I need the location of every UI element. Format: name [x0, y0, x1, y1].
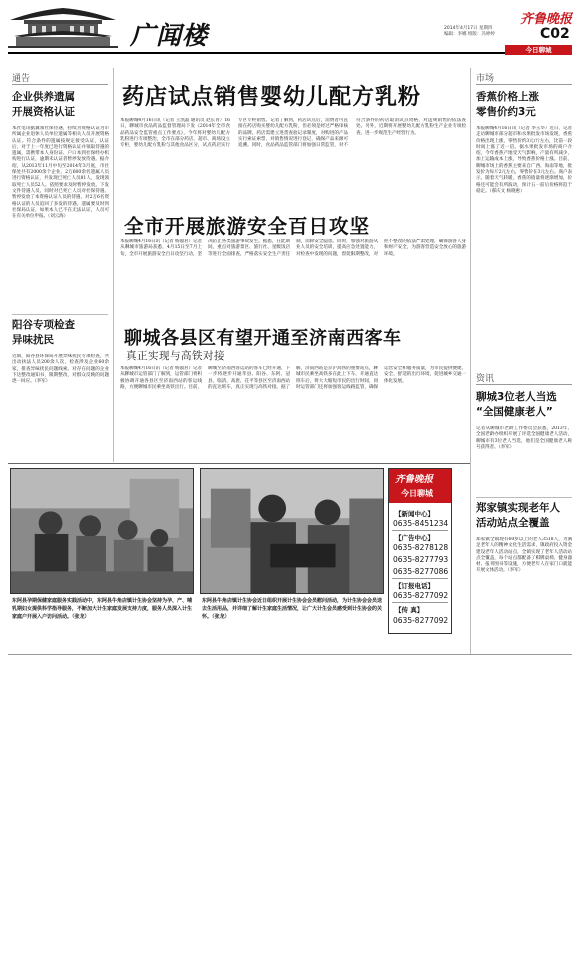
article-body: 记者从聊城市老龄工作委员会获悉，2013年，全国老龄办组织开展了评选全国健康老人活动，聊城市有3位老人当选，他们是全国健康老人称号获得者。（李军） — [476, 426, 572, 450]
contact-brand: 齐鲁晚报 — [395, 474, 434, 485]
masthead-date — [444, 26, 495, 38]
divider — [12, 314, 108, 315]
divider — [476, 84, 572, 85]
headline-bus-route: 聊城各县区有望开通至济南西客车 — [124, 328, 402, 349]
contact-label: 【传 真】 — [395, 606, 424, 614]
contact-number: 0635-8278128 — [393, 543, 449, 552]
contact-box-header — [389, 469, 451, 503]
divider — [392, 602, 448, 603]
contact-label: 【订报电话】 — [395, 582, 434, 590]
contact-label: 【新闻中心】 — [395, 510, 434, 518]
headline-pension-l2: 开展资格认证 — [12, 106, 75, 118]
headline-banana-l2: 零售价约3元 — [476, 106, 536, 118]
page-bottom-rule — [8, 654, 572, 655]
photo-family-visit — [10, 468, 194, 594]
article-body: 近期，阳谷县环保局开展异味扰民专项检查，共出动执法人员200余人次，检查涉及企业60余家，排查异味扰民问题线索。对存在问题的企业下达整改通知书，限期整改，对群众反映的问题逐一回应。（李军） — [12, 354, 109, 385]
subheadline-bus-route: 真正实现与高铁对接 — [126, 350, 225, 362]
section-label-market: 市场 — [476, 74, 495, 84]
contact-number: 0635-8277086 — [393, 567, 449, 576]
headline-odor-l1: 阳谷专项检查 — [12, 319, 75, 331]
article-body: 本报聊城4月16日讯（记者 杨淑君）记者从聊城市运管部门了解到，运管部门将积极协调开通各县区至济南西站的客运线路，方便聊城市民乘坐高铁出行。目前，聊城至济南西客运站的客车已经开通，下一步将逐步开通莘县、阳谷、东阿、冠县、临清、高唐、茌平等县区至济南西站的直达班车，真正实现与高铁对接。据了解，济南西站是京沪高铁的重要站点，聊城市民乘坐高铁多在此上下车，开通直达班车后，将大大缩短市民的出行时间，同时运管部门还将加强客运线路监管，确保运营安全和服务质量，为市民提供便捷、安全、舒适的出行环境，促进城乡交通一体化发展。 — [120, 366, 466, 390]
headline-odor-l2: 异味扰民 — [12, 334, 54, 346]
divider — [8, 463, 470, 464]
contact-box — [388, 468, 452, 634]
newspaper-logo: 齐鲁晚报 — [520, 12, 573, 27]
headline-formula-milk: 药店试点销售婴幼儿配方乳粉 — [122, 85, 422, 110]
date-line: 2014年4月17日 星期四 — [444, 26, 493, 31]
headline-banana-l1: 香蕉价格上涨 — [476, 91, 539, 103]
column-rule — [113, 68, 114, 462]
headline-tourism-safety: 全市开展旅游安全百日攻坚 — [124, 215, 371, 238]
divider — [12, 84, 108, 85]
photo-caption: 东阿县孕期保健家庭服务实践活动中，东阿县牛角店镇计生协会坚持为孕、产、哺乳期妇女提供科学指导服务，不断加大计生家庭发展支持力度，服务人员深入计生家庭户开展入户访问活动。（张龙） — [12, 598, 193, 620]
contact-number: 0635-8277092 — [393, 591, 449, 600]
contact-label: 【广告中心】 — [395, 534, 434, 542]
divider — [392, 578, 448, 579]
divider — [476, 497, 572, 498]
masthead — [0, 0, 580, 54]
headline-healthy-elder-l2: “全国健康老人” — [476, 406, 553, 418]
headline-healthy-elder-l1: 聊城3位老人当选 — [476, 391, 557, 403]
article-body: 郑家镇全镇现有60岁以上的老人3518人，为满足老年人的精神文化生活需求，镇政府投入资金建设老年人活动站点，全镇实现了老年人活动站点全覆盖，每个站点都配备了棋牌桌椅、健身器材、报刊图书等设施，方便老年人在家门口就能开展文体活动。（李军） — [476, 537, 572, 574]
article-body: 本报聊城4月16日讯（记者 杨淑君）记者从聊城市旅游局获悉，4月15日至7月上旬，全市开展旅游安全百日攻坚行动，坚决防止各类旅游事故发生。据悉，在此期间，重点对旅游景区、旅行社、星级饭店等进行全面排查，严格落实安全生产责任制，消除安全隐患。同时，加强对旅游从业人员的安全培训，提高应急处置能力，对检查中发现的问题，督促限期整改，对拒不整改的依法严肃处理，确保游客人身和财产安全，为游客营造安全放心的旅游环境。 — [120, 239, 466, 257]
article-body: 本社电讯据冀领社保待遇，持续为资格认证为市所属企业退休人员单位遗属等相关人员开展资格认证。符合条件的遗属按规定接受认证，认证后，对于上一年度已进行资格认证并领取待遇的遗属，需携带本人身份证、户口本到社保经办机构进行认证，逾期未认证者暂停发放待遇。据介绍，从2013年11月中旬至2014年3月底，市社保处共有2000余个企业、2万600余名遗属人员进行资格认证，共发现已死亡人员81人，发现领取死亡人员52人。依照要求及时暂停发放。下发文件待遇人员、同时对已死亡人员对社保待遇、暂停发放了本资格认证人员的待遇，对2万6名资格认证的人员追回了多发的待遇。遗属要及时到社保局认证，如果本人已不在无法认证，人员可在有关单位申报。（刘云海） — [12, 126, 109, 220]
divider — [476, 384, 572, 385]
edition-tag: 今日聊城 — [505, 45, 572, 55]
photo-caption: 东阿县牛角店镇计生协会近日组织开展计生协会会员慰问活动，为计生协会会员送去生活用品，并详细了解计生家庭生活情况，让广大计生会员感受到计生协会的关怀。（张龙） — [202, 598, 383, 620]
headline-pension-l1: 企业供养遗属 — [12, 91, 75, 103]
contact-subtitle: 今日聊城 — [401, 489, 433, 498]
headline-activity-station-l1: 郑家镇实现老年人 — [476, 502, 560, 514]
article-body: 本报聊城4月16日讯（记者 王凯晶 通讯员 赵长青）16日，聊城市食品药品监督管理局下发《2014年全市食品药品安全监管重点工作要点》，今年将对婴幼儿配方乳粉进行专项整治，全市在部分药店、超市、商场设立专柜，婴幼儿配方乳粉与其他食品区分，试点药店实行专区专柜销售。记者了解到，药店试点后，消费者可直接在药店购买婴幼儿配方乳粉，但必须是经过严格审核的品牌。药店需建立进货查验记录制度，对购进的产品实行索证索票，对销售情况进行登记，确保产品来源可追溯。同时，食品药品监管部门将加强日常监管，对不符合条件的药店取消试点资格，对违规销售的依法查处。另外，近期将开展婴幼儿配方乳粉生产企业专项检查，进一步规范生产经营行为。 — [120, 118, 466, 149]
pagoda-icon — [8, 6, 118, 48]
headline-activity-station-l2: 活动站点全覆盖 — [476, 517, 550, 529]
column-rule — [470, 68, 471, 654]
divider — [392, 530, 448, 531]
contact-number: 0635-8277793 — [393, 555, 449, 564]
photo-gift-delivery — [200, 468, 384, 594]
page-code: C02 — [540, 26, 570, 42]
editor-line: 编辑：李娜 组版：冯婷婷 — [444, 32, 495, 37]
section-label-info: 资讯 — [476, 374, 495, 384]
article-body: 本报聊城4月16日讯（记者 李玉华）近日，记者走访聊城市部分超市和水果批发市场发现，香蕉价格出现上涨，零售价约3元/斤左右，比前一段时间上涨了近一倍。据水果批发市场的商户介绍，今年香蕉产地受天气影响，产量有所减少，加上运输成本上涨，导致香蕉价格上涨。目前，聊城市场上的香蕉主要来自广西、海南等地，批发价为每斤2元左右，零售价在3元左右。商户表示，随着天气转暖，香蕉的销量将逐渐增加，价格还可能会有所波动，预计五一前后价格将趋于稳定。（郝庆文 杨晓惠） — [476, 126, 572, 194]
contact-number: 0635-8277092 — [393, 616, 449, 625]
contact-number: 0635-8451234 — [393, 519, 449, 528]
section-label-notice: 通告 — [12, 74, 31, 84]
masthead-title: 广闻楼 — [130, 21, 209, 50]
masthead-rule — [8, 52, 572, 54]
